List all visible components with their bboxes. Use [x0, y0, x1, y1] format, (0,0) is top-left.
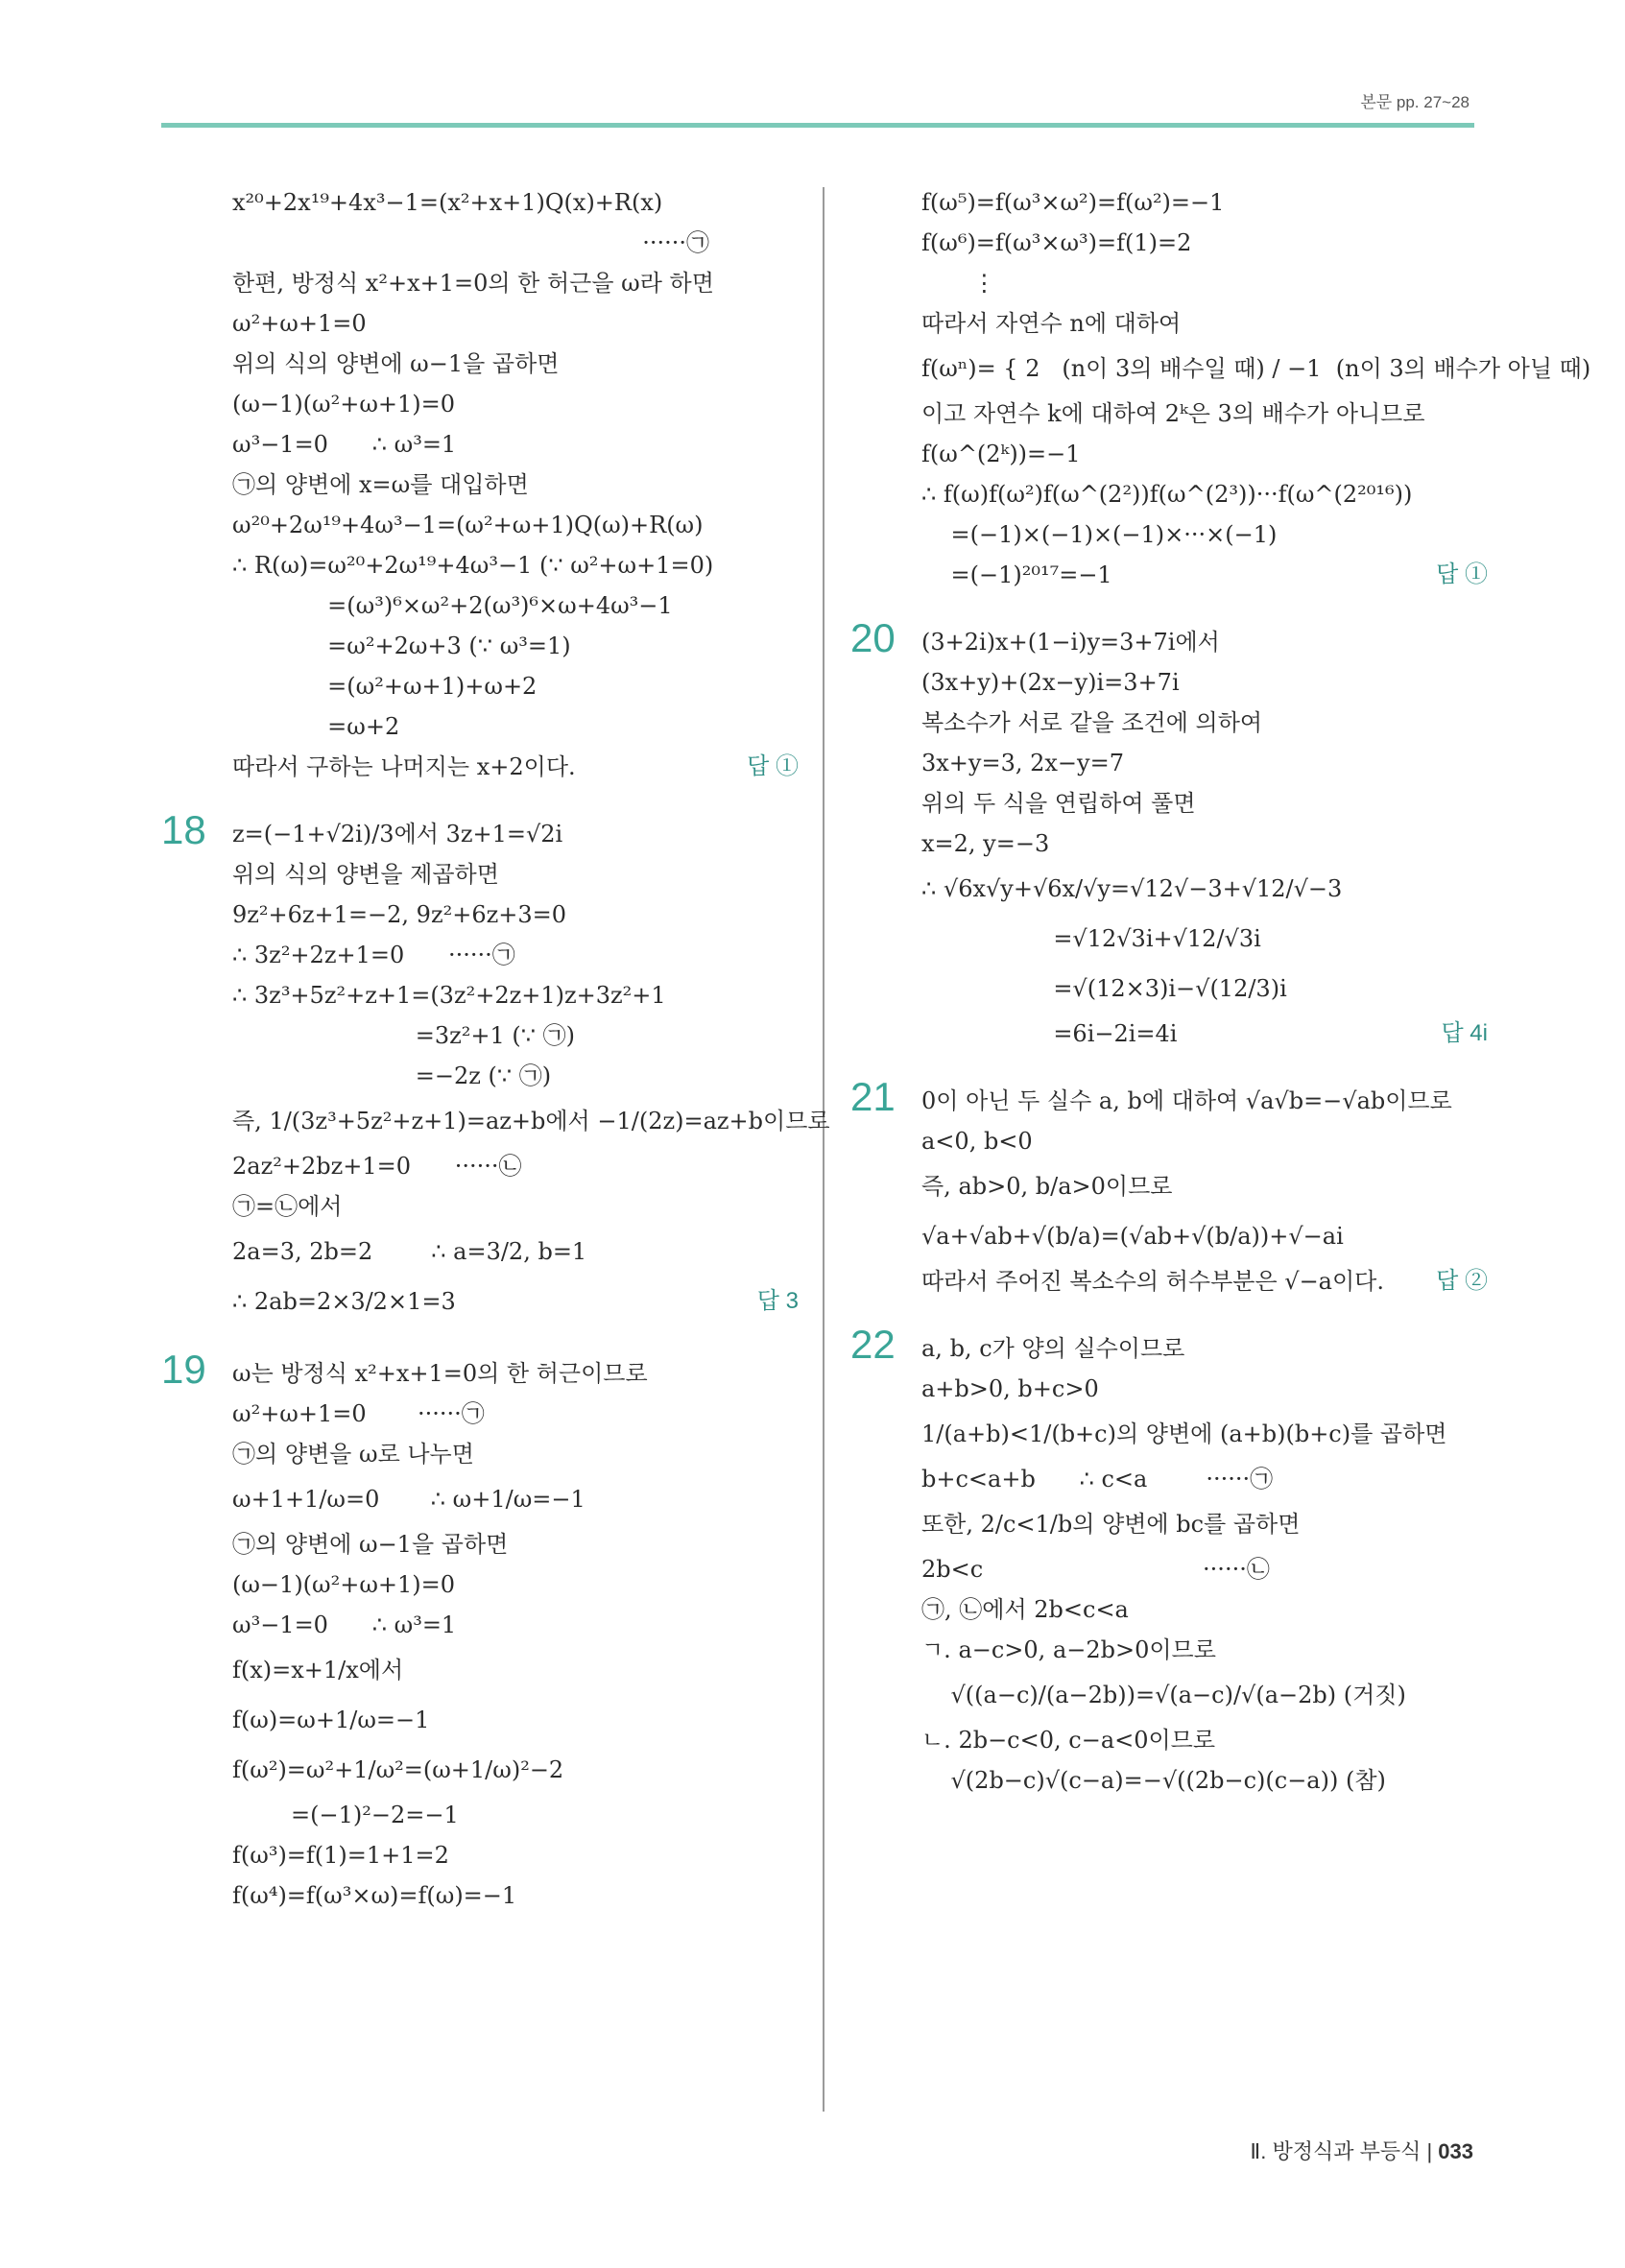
math-text: =(−1)²⁰¹⁷=−1: [921, 561, 1112, 588]
solution-line: [232, 1524, 799, 1564]
solution-line: [232, 505, 799, 545]
solution-line: [921, 182, 1488, 223]
solution-line: [232, 1745, 799, 1795]
question-number: 19: [161, 1347, 206, 1392]
math-text: 즉, 1/(3z³+5z²+z+1)=az+b에서 −1/(2z)=az+b이므로: [232, 1108, 830, 1134]
math-text: √a+√ab+√(b/a)=(√ab+√(b/a))+√−ai: [921, 1223, 1344, 1250]
solution-line: [921, 783, 1488, 824]
math-text: √((a−c)/(a−2b))=√(a−c)/√(a−2b) (거짓): [921, 1682, 1406, 1708]
solution-line: [161, 1347, 799, 1394]
math-text: ∴ √6x√y+√6x/√y=√12√−3+√12/√−3: [921, 875, 1343, 902]
solution-line: [232, 895, 799, 935]
math-text: =ω+2: [232, 713, 400, 740]
math-text: 2az²+2bz+1=0 ······㉡: [232, 1153, 522, 1180]
math-text: 위의 식의 양변을 제곱하면: [232, 861, 499, 888]
math-text: f(x)=x+1/x에서: [232, 1657, 404, 1683]
math-text: ㉠의 양변에 ω−1을 곱하면: [232, 1531, 509, 1558]
solution-line: [850, 1322, 1488, 1369]
solution-line: [232, 1056, 799, 1096]
math-text: a<0, b<0: [921, 1128, 1033, 1155]
math-text: x²⁰+2x¹⁹+4x³−1=(x²+x+1)Q(x)+R(x): [232, 189, 663, 216]
math-text: ㄱ. a−c>0, a−2b>0이므로: [921, 1636, 1216, 1663]
footer-separator: |: [1426, 2139, 1439, 2163]
math-text: =√(12×3)i−√(12/3)i: [921, 975, 1287, 1002]
math-text: f(ω⁶)=f(ω³×ω³)=f(1)=2: [921, 229, 1192, 256]
solution-line: [921, 1589, 1488, 1630]
solution-line: [921, 1261, 1488, 1301]
math-text: 3x+y=3, 2x−y=7: [921, 750, 1124, 776]
math-text: 위의 두 식을 연립하여 풀면: [921, 790, 1196, 817]
solution-line: [921, 1161, 1488, 1211]
math-text: b+c<a+b ∴ c<a ······㉠: [921, 1466, 1274, 1492]
math-text: ω는 방정식 x²+x+1=0의 한 허근이므로: [232, 1360, 648, 1387]
math-text: ㉠=㉡에서: [232, 1193, 343, 1220]
math-text: ∴ f(ω)f(ω²)f(ω^(2²))f(ω^(2³))···f(ω^(2²⁰¹⁶)): [921, 481, 1413, 508]
math-text: ω²⁰+2ω¹⁹+4ω³−1=(ω²+ω+1)Q(ω)+R(ω): [232, 512, 704, 538]
solution-line: [232, 1146, 799, 1186]
solution-line: [232, 1227, 799, 1277]
solution-line: [232, 1695, 799, 1745]
page-footer: [1250, 2136, 1473, 2165]
solution-line: [232, 626, 799, 666]
solution-line: [232, 1645, 799, 1695]
right-column: [850, 182, 1591, 1801]
math-text: =(−1)²−2=−1: [232, 1802, 459, 1828]
math-text: ⋮: [921, 270, 996, 297]
math-text: a+b>0, b+c>0: [921, 1375, 1099, 1402]
solution-line: [232, 384, 799, 424]
question-number: 18: [161, 807, 206, 852]
solution-line: [921, 394, 1488, 434]
math-text: f(ω⁴)=f(ω³×ω)=f(ω)=−1: [232, 1882, 517, 1909]
solution-line: [232, 303, 799, 344]
answer-label: 답 ②: [1436, 1268, 1488, 1294]
solution-line: [921, 1760, 1488, 1801]
math-text: ω³−1=0 ∴ ω³=1: [232, 1611, 457, 1638]
solution-line: [921, 914, 1488, 964]
math-text: 9z²+6z+1=−2, 9z²+6z+3=0: [232, 901, 566, 928]
solution-line: [921, 743, 1488, 783]
math-text: =3z²+1 (∵ ㉠): [232, 1022, 575, 1049]
math-text: ㉠의 양변에 x=ω를 대입하면: [232, 471, 529, 498]
solution-line: [232, 666, 799, 706]
math-text: 한편, 방정식 x²+x+1=0의 한 허근을 ω라 하면: [232, 270, 714, 297]
math-text: f(ωⁿ)= { 2 (n이 3의 배수일 때) / −1 (n이 3의 배수가 아닐 때): [921, 355, 1591, 382]
math-text: ㉠의 양변을 ω로 나누면: [232, 1441, 474, 1468]
chapter-title: Ⅱ. 방정식과 부등식: [1250, 2139, 1422, 2163]
math-text: (ω−1)(ω²+ω+1)=0: [232, 1571, 456, 1598]
math-text: z=(−1+√2i)/3에서 3z+1=√2i: [232, 821, 563, 848]
page-reference: 본문 pp. 27~28: [1360, 93, 1470, 111]
solution-line: [232, 1795, 799, 1835]
math-text: 이고 자연수 k에 대하여 2ᵏ은 3의 배수가 아니므로: [921, 400, 1425, 427]
solution-line: [232, 935, 799, 975]
solution-line: [232, 182, 799, 223]
math-text: =√12√3i+√12/√3i: [921, 925, 1261, 952]
solution-line: [232, 1186, 799, 1227]
question-number: 20: [850, 615, 896, 660]
math-text: 0이 아닌 두 실수 a, b에 대하여 √a√b=−√ab이므로: [921, 1087, 1452, 1114]
math-text: 복소수가 서로 같을 조건에 의하여: [921, 709, 1263, 736]
math-text: ㉠, ㉡에서 2b<c<a: [921, 1596, 1129, 1623]
solution-line: [921, 1369, 1488, 1409]
solution-line: [921, 1459, 1488, 1499]
math-text: (3+2i)x+(1−i)y=3+7i에서: [921, 629, 1220, 656]
math-text: ······㉠: [232, 229, 709, 256]
solution-line: [921, 223, 1488, 263]
math-text: ω+1+1/ω=0 ∴ ω+1/ω=−1: [232, 1486, 585, 1513]
solution-line: [232, 1605, 799, 1645]
solution-line: [232, 1096, 830, 1146]
math-text: =(ω³)⁶×ω²+2(ω³)⁶×ω+4ω³−1: [232, 592, 673, 619]
solution-line: [232, 1015, 799, 1056]
solution-line: [232, 1474, 799, 1524]
solution-line: [232, 263, 799, 303]
solution-line: [921, 703, 1488, 743]
solution-line: [921, 1630, 1488, 1670]
solution-line: [921, 964, 1488, 1014]
math-text: 따라서 자연수 n에 대하여: [921, 310, 1182, 337]
solution-line: [850, 615, 1488, 662]
math-text: ω²+ω+1=0: [232, 310, 367, 337]
math-text: ∴ 2ab=2×3/2×1=3: [232, 1288, 456, 1315]
math-text: (ω−1)(ω²+ω+1)=0: [232, 391, 456, 418]
solution-line: [921, 555, 1488, 595]
solution-line: [921, 1211, 1488, 1261]
page-number: 033: [1438, 2139, 1473, 2163]
solution-line: [232, 585, 799, 626]
solution-line: [232, 854, 799, 895]
question-number: 22: [850, 1322, 896, 1367]
answer-label: 답 ①: [1436, 561, 1488, 587]
math-text: =6i−2i=4i: [921, 1020, 1178, 1047]
math-text: (3x+y)+(2x−y)i=3+7i: [921, 669, 1180, 696]
math-text: 따라서 주어진 복소수의 허수부분은 √−a이다.: [921, 1268, 1384, 1295]
math-text: f(ω)=ω+1/ω=−1: [232, 1707, 430, 1733]
solution-line: [232, 1434, 799, 1474]
solution-line: [921, 662, 1488, 703]
top-rule: [161, 123, 1474, 128]
question-number: 21: [850, 1074, 896, 1119]
math-text: =−2z (∵ ㉠): [232, 1062, 552, 1089]
solution-line: [232, 975, 799, 1015]
solution-line: [921, 1121, 1488, 1161]
solution-line: [921, 434, 1488, 474]
math-text: 즉, ab>0, b/a>0이므로: [921, 1173, 1173, 1200]
solution-line: [232, 344, 799, 384]
math-text: =ω²+2ω+3 (∵ ω³=1): [232, 633, 571, 659]
solution-line: [921, 864, 1488, 914]
solution-line: [232, 545, 799, 585]
answer-label: 답 ①: [747, 753, 799, 779]
solution-line: [161, 807, 799, 854]
solution-line: [921, 303, 1488, 344]
math-text: f(ω²)=ω²+1/ω²=(ω+1/ω)²−2: [232, 1756, 564, 1783]
math-text: x=2, y=−3: [921, 830, 1050, 857]
math-text: f(ω³)=f(1)=1+1=2: [232, 1842, 449, 1869]
math-text: ω³−1=0 ∴ ω³=1: [232, 431, 457, 458]
math-text: 2a=3, 2b=2 ∴ a=3/2, b=1: [232, 1238, 587, 1265]
left-column: [161, 182, 830, 1916]
math-text: =(−1)×(−1)×(−1)×···×(−1): [921, 521, 1278, 548]
solution-line: [232, 223, 799, 263]
solution-line: [921, 1014, 1488, 1054]
solution-line: [921, 1409, 1488, 1459]
solution-line: [921, 1670, 1488, 1720]
solution-line: [232, 1394, 799, 1434]
math-text: 2b<c ······㉡: [921, 1556, 1270, 1583]
math-text: f(ω^(2ᵏ))=−1: [921, 441, 1081, 467]
math-text: √(2b−c)√(c−a)=−√((2b−c)(c−a)) (참): [921, 1767, 1386, 1794]
math-text: a, b, c가 양의 실수이므로: [921, 1335, 1185, 1362]
math-text: ㄴ. 2b−c<0, c−a<0이므로: [921, 1727, 1216, 1754]
answer-label: 답 4i: [1441, 1020, 1488, 1046]
solution-line: [921, 824, 1488, 864]
solution-line: [232, 1564, 799, 1605]
math-text: =(ω²+ω+1)+ω+2: [232, 673, 538, 700]
solution-line: [921, 1499, 1488, 1549]
solution-line: [232, 1875, 799, 1916]
solution-line: [921, 474, 1488, 514]
solution-line: [921, 263, 1488, 303]
solution-line: [232, 424, 799, 465]
answer-label: 답 3: [756, 1288, 799, 1314]
solution-line: [232, 465, 799, 505]
math-text: 위의 식의 양변에 ω−1을 곱하면: [232, 350, 560, 377]
math-text: 따라서 구하는 나머지는 x+2이다.: [232, 753, 576, 780]
math-text: 1/(a+b)<1/(b+c)의 양변에 (a+b)(b+c)를 곱하면: [921, 1420, 1447, 1447]
solution-line: [921, 344, 1591, 394]
solution-line: [232, 1277, 799, 1326]
math-text: ∴ 3z³+5z²+z+1=(3z²+2z+1)z+3z²+1: [232, 982, 666, 1009]
math-text: ω²+ω+1=0 ······㉠: [232, 1400, 485, 1427]
solution-line: [921, 1720, 1488, 1760]
math-text: 또한, 2/c<1/b의 양변에 bc를 곱하면: [921, 1511, 1301, 1538]
solution-line: [921, 1549, 1488, 1589]
column-divider: [823, 187, 824, 2112]
solution-line: [232, 1835, 799, 1875]
solution-line: [921, 514, 1488, 555]
solution-line: [232, 706, 799, 747]
math-text: f(ω⁵)=f(ω³×ω²)=f(ω²)=−1: [921, 189, 1225, 216]
math-text: ∴ 3z²+2z+1=0 ······㉠: [232, 942, 515, 968]
solution-line: [232, 747, 799, 787]
solution-line: [850, 1074, 1488, 1121]
math-text: ∴ R(ω)=ω²⁰+2ω¹⁹+4ω³−1 (∵ ω²+ω+1=0): [232, 552, 714, 579]
